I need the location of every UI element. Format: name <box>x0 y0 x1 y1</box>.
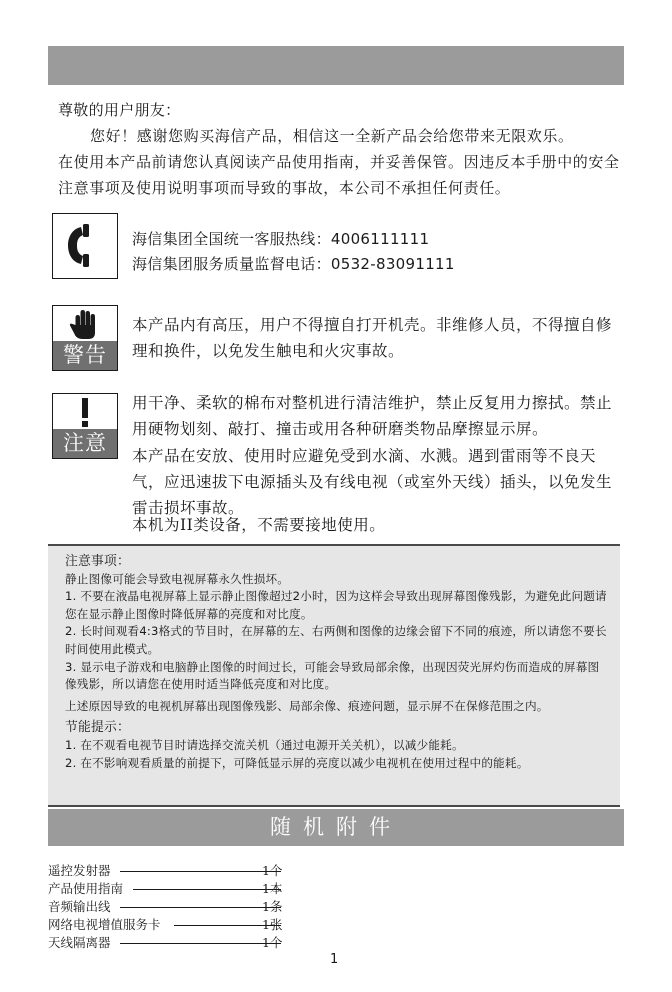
notice-line: 2. 长时间观看4:3格式的节目时，在屏幕的左、右两侧和图像的边缘会留下不同的痕迹，所以请您不要长时间使用此模式。 <box>65 624 607 656</box>
intro-line-2: 在使用本产品前请您认真阅读产品使用指南，并妥善保管。因违反本手册中的安全注意事项及使用说明事项而导致的事故，本公司不承担任何责任。 <box>58 153 620 197</box>
hotline-text: 海信集团全国统一客服热线：4006111111 <box>132 230 430 248</box>
intro-paragraph <box>58 123 626 201</box>
accessories-heading: 随机附件 <box>48 809 624 846</box>
warning-icon-box <box>52 305 118 371</box>
notice-title: 注意事项： <box>65 554 130 569</box>
leader-line <box>120 871 281 872</box>
accessory-item <box>48 880 308 898</box>
accessory-item <box>48 862 308 880</box>
raised-hand-icon <box>53 306 117 342</box>
device-class-roman: II <box>180 516 194 534</box>
accessory-qty: 1本 <box>262 881 283 896</box>
phone-icon-box <box>52 213 118 279</box>
page-number: 1 <box>330 952 339 967</box>
device-class-suffix: 类设备，不需要接地使用。 <box>193 516 386 534</box>
accessory-item <box>48 898 308 916</box>
notice-line: 上述原因导致的电视机屏幕出现图像残影、局部余像、痕迹问题，显示屏不在保修范围之内。 <box>65 698 549 713</box>
warning-label: 警告 <box>53 341 117 370</box>
accessories-list <box>48 862 308 952</box>
accessory-qty: 1个 <box>262 935 283 950</box>
accessory-name: 网络电视增值服务卡 <box>48 917 161 932</box>
accessory-item <box>48 916 308 934</box>
exclamation-icon <box>53 394 117 430</box>
accessory-qty: 1个 <box>262 863 283 878</box>
energy-title: 节能提示： <box>65 720 130 736</box>
quality-hotline-text: 海信集团服务质量监督电话：0532-83091111 <box>132 255 455 273</box>
contact-info <box>132 227 455 277</box>
accessory-qty: 1张 <box>262 917 283 932</box>
accessory-name: 遥控发射器 <box>48 863 111 878</box>
device-class-line <box>132 514 385 536</box>
warning-text: 本产品内有高压，用户不得擅自打开机壳。非维修人员，不得擅自修理和换件，以免发生触电和火灾事故。 <box>132 316 613 360</box>
caution-icon-box <box>52 393 118 459</box>
accessory-name: 天线隔离器 <box>48 935 111 950</box>
greeting: 尊敬的用户朋友： <box>58 101 181 119</box>
leader-line <box>133 889 281 890</box>
notice-panel <box>48 544 620 807</box>
notice-line: 3. 显示电子游戏和电脑静止图像的时间过长，可能会导致局部余像，出现因荧光屏灼伤而造成的屏幕图像残影，所以请您在使用时适当降低亮度和对比度。 <box>65 659 600 692</box>
device-class-prefix: 本机为 <box>132 516 181 534</box>
leader-line <box>120 907 281 908</box>
energy-line: 2. 在不影响观看质量的前提下，可降低显示屏的亮度以减少电视机在使用过程中的能耗。 <box>65 755 529 770</box>
caution-paragraph-1: 用干净、柔软的棉布对整机进行清洁维护，禁止反复用力擦拭。禁止用硬物划刻、敲打、撞击或用各种研磨类物品摩擦显示屏。 <box>132 394 613 439</box>
notice-line: 静止图像可能会导致电视屏幕永久性损坏。 <box>65 571 290 586</box>
notice-line: 1. 不要在液晶电视屏幕上显示静止图像超过2小时，因为这样会导致出现屏幕图像残影，为避免此问题请您在显示静止图像时降低屏幕的亮度和对比度。 <box>65 589 607 621</box>
leader-line <box>120 943 281 944</box>
caution-label: 注意 <box>53 429 117 458</box>
accessory-name: 音频输出线 <box>48 899 111 914</box>
caution-text <box>132 390 622 521</box>
accessory-name: 产品使用指南 <box>48 881 124 896</box>
caution-paragraph-2: 本产品在安放、使用时应避免受到水滴、水溅。遇到雷雨等不良天气，应迅速拔下电源插头及有线电视（或室外天线）插头，以免发生雷击损坏事故。 <box>132 446 613 518</box>
accessory-qty: 1条 <box>262 899 283 914</box>
accessory-item <box>48 934 308 952</box>
intro-line-1: 您好！感谢您购买海信产品，相信这一全新产品会给您带来无限欢乐。 <box>90 127 574 145</box>
header-band <box>48 46 624 85</box>
energy-line: 1. 在不观看电视节目时请选择交流关机（通过电源开关关机），以减少能耗。 <box>65 737 464 752</box>
phone-handset-icon <box>53 214 116 277</box>
